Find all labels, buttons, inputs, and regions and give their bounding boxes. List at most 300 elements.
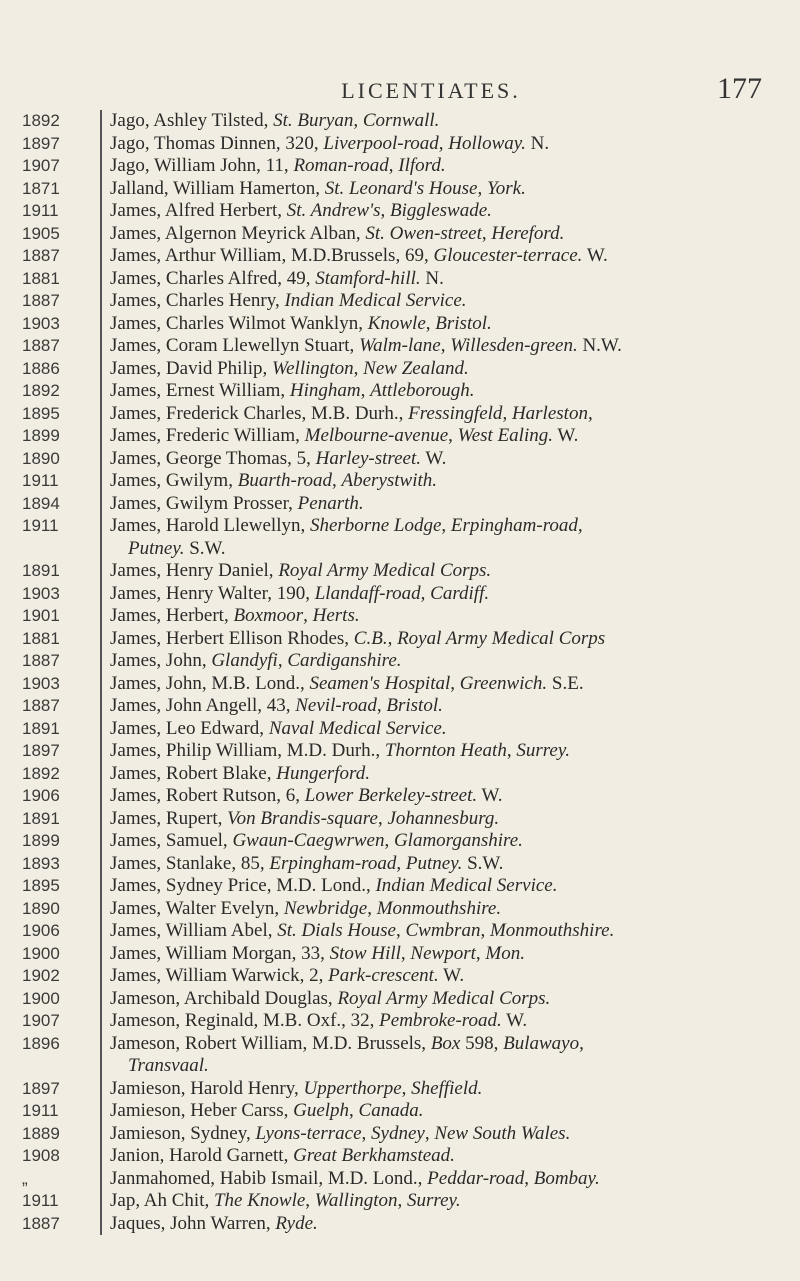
- entry-text: [110, 470, 800, 493]
- entry-segment: W.: [501, 1010, 528, 1031]
- column-rule: [100, 830, 102, 853]
- entry-line: [110, 943, 770, 966]
- entry-year: 1891: [22, 561, 60, 580]
- entry-segment: ,: [387, 627, 398, 649]
- entry-line: [110, 695, 770, 718]
- entry-text: [110, 358, 800, 381]
- column-rule: [100, 988, 102, 1011]
- entry-segment: ,: [481, 222, 492, 244]
- entry-segment: ,: [360, 380, 371, 401]
- address-italic: Erpingham-road: [269, 852, 397, 874]
- address-italic: New South Wales.: [434, 1122, 571, 1144]
- entry-text: [110, 875, 800, 898]
- entry-text: [110, 785, 800, 808]
- entry-segment: James, Stanlake, 85,: [110, 852, 270, 874]
- entry-line: [110, 155, 770, 178]
- entry-segment: James, Alfred Herbert,: [110, 200, 287, 221]
- entry-segment: ,: [305, 1190, 315, 1211]
- column-rule: [100, 1078, 102, 1101]
- list-item: [0, 920, 800, 943]
- entry-text: [110, 628, 800, 651]
- entry-year: 1900: [22, 943, 60, 963]
- list-item: [0, 403, 800, 426]
- entry-segment: ,: [400, 942, 411, 964]
- list-item: [0, 515, 800, 560]
- entry-line: [110, 493, 770, 516]
- column-rule: [100, 1168, 102, 1191]
- entry-segment: S.W.: [184, 537, 226, 559]
- entry-year: 1891: [22, 808, 60, 828]
- entry-line: [110, 605, 770, 628]
- entry-segment: Jago, Ashley Tilsted,: [110, 110, 274, 131]
- entry-segment: Jalland, William Hamerton,: [110, 177, 325, 199]
- address-italic: Newbridge: [283, 897, 368, 919]
- entry-line: [110, 875, 770, 898]
- entry-line: [110, 898, 770, 921]
- entry-year: 1887: [22, 696, 60, 715]
- entry-line: [110, 650, 770, 673]
- entry-line: [110, 763, 770, 786]
- entry-segment: Janion, Harold Garnett,: [110, 1145, 294, 1166]
- entry-segment: ,: [384, 830, 394, 851]
- entry-segment: Jameson, Reginald, M.B. Oxf., 32,: [110, 1010, 380, 1031]
- entry-continuation-line: [110, 538, 770, 561]
- list-item: [0, 1213, 800, 1236]
- entry-segment: James, Charles Henry,: [110, 290, 285, 311]
- entry-segment: James, Sydney Price, M.D. Lond.,: [110, 875, 376, 896]
- entry-segment: James, George Thomas, 5,: [110, 447, 316, 469]
- entry-line: [110, 178, 770, 201]
- entry-line: [110, 313, 770, 336]
- list-item: [0, 268, 800, 291]
- column-rule: [100, 628, 102, 651]
- address-italic: Great Berkhamstead.: [293, 1145, 455, 1166]
- column-rule: [100, 1100, 102, 1123]
- list-item: [0, 965, 800, 988]
- list-item: [0, 200, 800, 223]
- entry-year: 1911: [22, 471, 59, 490]
- entry-segment: S.E.: [547, 672, 584, 694]
- entry-line: [110, 358, 770, 381]
- entry-year: 1911: [22, 516, 59, 535]
- entry-segment: ,: [477, 177, 487, 199]
- list-item: [0, 785, 800, 808]
- entry-segment: James, Henry Daniel,: [110, 560, 279, 581]
- address-italic: Stow Hill: [329, 942, 401, 964]
- entry-year: 1897: [22, 741, 60, 760]
- entry-line: [110, 223, 770, 246]
- entry-text: [110, 110, 800, 133]
- list-item: [0, 1033, 800, 1078]
- entry-year: 1887: [22, 651, 60, 670]
- entry-segment: W.: [477, 785, 503, 806]
- entry-text: [110, 1078, 800, 1101]
- list-item: [0, 740, 800, 763]
- entry-segment: Jago, William John, 11,: [110, 155, 294, 176]
- entry-text: [110, 1213, 800, 1236]
- address-italic: Boxmoor: [233, 605, 304, 626]
- column-rule: [100, 178, 102, 201]
- entry-line: [110, 1100, 770, 1123]
- entry-text: [110, 200, 800, 223]
- column-rule: [100, 1123, 102, 1146]
- address-italic: Greenwich.: [459, 672, 548, 694]
- entry-segment: N.: [525, 132, 550, 154]
- address-italic: Liverpool-road: [323, 132, 439, 154]
- entry-year: 1899: [22, 831, 60, 850]
- entry-text: [110, 245, 800, 268]
- address-italic: Johannesburg.: [387, 807, 500, 829]
- entry-segment: Jameson, Robert William, M.D. Brussels,: [110, 1032, 431, 1054]
- column-rule: [100, 1145, 102, 1168]
- list-item: [0, 560, 800, 583]
- address-italic: Holloway.: [448, 132, 526, 154]
- entry-year: 1903: [22, 673, 60, 693]
- entry-segment: ,: [506, 740, 517, 761]
- entry-year: 1911: [22, 1191, 59, 1210]
- entry-segment: James, Coram Llewellyn Stuart,: [110, 335, 360, 356]
- entry-text: [110, 425, 800, 448]
- entry-text: [110, 155, 800, 178]
- entry-segment: James, Samuel,: [110, 830, 233, 851]
- list-item: [0, 358, 800, 381]
- address-italic: Cornwall.: [362, 110, 440, 131]
- column-rule: [100, 1213, 102, 1236]
- entry-line: [110, 1033, 770, 1056]
- entry-segment: ,: [361, 1122, 372, 1144]
- entry-segment: ,: [502, 402, 512, 424]
- address-italic: Ilford.: [398, 155, 446, 176]
- entry-text: [110, 808, 800, 831]
- address-italic: York.: [486, 177, 526, 199]
- entry-year: 1903: [22, 583, 60, 603]
- entry-segment: ,: [480, 920, 490, 941]
- list-item: [0, 1078, 800, 1101]
- address-italic: Melbourne-avenue: [304, 425, 449, 446]
- address-italic: Hereford.: [491, 222, 565, 244]
- entry-text: [110, 763, 800, 786]
- entry-segment: Jamieson, Harold Henry,: [110, 1077, 304, 1099]
- list-item: [0, 245, 800, 268]
- list-item: [0, 1010, 800, 1033]
- list-item: [0, 875, 800, 898]
- list-item: [0, 853, 800, 876]
- column-rule: [100, 290, 102, 313]
- entry-text: [110, 515, 800, 560]
- entry-line: [110, 988, 770, 1011]
- entry-year: 1890: [22, 448, 60, 468]
- address-italic: Wellington: [272, 357, 354, 379]
- entry-segment: James, Walter Evelyn,: [110, 897, 284, 919]
- entry-segment: James, Frederick Charles, M.B. Durh.,: [110, 402, 409, 424]
- entry-line: [110, 673, 770, 696]
- entry-segment: ,: [397, 1190, 407, 1211]
- list-item: [0, 673, 800, 696]
- entry-line: [110, 808, 770, 831]
- entry-segment: ,: [349, 1100, 359, 1121]
- address-italic: Stamford-hill.: [315, 267, 421, 289]
- entry-text: [110, 403, 800, 426]
- address-italic: Von Brandis-square: [227, 807, 378, 829]
- entry-segment: ,: [448, 425, 458, 446]
- address-italic: Transvaal.: [128, 1055, 209, 1076]
- column-rule: [100, 200, 102, 223]
- list-item: [0, 110, 800, 133]
- column-rule: [100, 268, 102, 291]
- column-rule: [100, 673, 102, 696]
- address-italic: Sherborne Lodge: [309, 515, 442, 536]
- address-italic: Fressingfeld: [408, 402, 503, 424]
- entry-segment: ,: [388, 155, 399, 176]
- address-italic: Ryde.: [275, 1212, 318, 1234]
- entry-year: 1903: [22, 313, 60, 333]
- column-rule: [100, 695, 102, 718]
- address-italic: Lower Berkeley-street.: [304, 785, 478, 806]
- list-item: [0, 628, 800, 651]
- list-item: [0, 988, 800, 1011]
- address-italic: Pembroke-road.: [379, 1010, 502, 1031]
- column-rule: [100, 943, 102, 966]
- entry-text: [110, 1100, 800, 1123]
- address-italic: Gwaun-Caegwrwen: [232, 830, 385, 851]
- address-italic: Glandyfi: [211, 650, 278, 671]
- list-item: [0, 335, 800, 358]
- entry-line: [110, 1123, 770, 1146]
- list-item: [0, 763, 800, 786]
- entry-text: [110, 988, 800, 1011]
- entry-segment: ,: [524, 1167, 534, 1189]
- entry-line: [110, 290, 770, 313]
- entry-text: [110, 718, 800, 741]
- column-rule: [100, 875, 102, 898]
- entry-segment: James, Philip William, M.D. Durh.,: [110, 740, 385, 761]
- entry-year: 1891: [22, 718, 60, 738]
- entry-text: [110, 853, 800, 876]
- entry-year: 1887: [22, 336, 60, 355]
- entry-segment: ,: [353, 357, 364, 379]
- list-item: [0, 830, 800, 853]
- list-item: [0, 493, 800, 516]
- list-item: [0, 1190, 800, 1213]
- list-item: [0, 1123, 800, 1146]
- entry-year: 1897: [22, 133, 60, 153]
- entry-text: [110, 943, 800, 966]
- list-item: [0, 898, 800, 921]
- entry-text: [110, 335, 800, 358]
- list-item: [0, 650, 800, 673]
- column-rule: [100, 110, 102, 133]
- entry-text: [110, 493, 800, 516]
- column-rule: [100, 583, 102, 606]
- entry-text: [110, 1168, 800, 1191]
- entry-segment: W.: [420, 447, 447, 469]
- column-rule: [100, 1190, 102, 1213]
- address-italic: Putney.: [128, 537, 185, 559]
- entry-year: 1902: [22, 966, 60, 985]
- entry-year: 1881: [22, 628, 60, 648]
- column-rule: [100, 515, 102, 560]
- entry-segment: James, Charles Wilmot Wanklyn,: [110, 312, 368, 334]
- entry-segment: ,: [425, 312, 436, 334]
- list-item: [0, 470, 800, 493]
- address-italic: Hingham: [289, 380, 361, 401]
- column-rule: [100, 133, 102, 156]
- entry-year: 1899: [22, 426, 60, 445]
- address-italic: St. Owen-street: [365, 222, 482, 244]
- column-rule: [100, 1010, 102, 1033]
- entry-segment: James, John,: [110, 650, 212, 671]
- address-italic: Llandaff-road: [314, 582, 421, 604]
- address-italic: West Ealing.: [457, 425, 553, 446]
- entry-text: [110, 133, 800, 156]
- address-italic: Mon.: [485, 942, 525, 964]
- entry-line: [110, 335, 770, 358]
- entry-segment: W.: [438, 965, 465, 986]
- address-italic: Sheffield.: [411, 1077, 483, 1099]
- entry-segment: James, Herbert,: [110, 605, 234, 626]
- entry-line: [110, 965, 770, 988]
- entry-year: 1901: [22, 606, 60, 625]
- address-italic: Bristol.: [386, 695, 443, 716]
- entry-year: 1887: [22, 246, 60, 265]
- address-italic: Herts.: [312, 605, 360, 626]
- entry-year: 1881: [22, 268, 60, 288]
- column-rule: [100, 448, 102, 471]
- entry-text: [110, 313, 800, 336]
- entry-segment: James, Rupert,: [110, 807, 228, 829]
- entry-segment: James, Gwilym,: [110, 470, 238, 491]
- entry-segment: James, John, M.B. Lond.,: [110, 672, 310, 694]
- column-rule: [100, 1033, 102, 1078]
- list-item: [0, 223, 800, 246]
- list-item: [0, 695, 800, 718]
- address-italic: Putney.: [405, 852, 463, 874]
- entry-segment: James, John Angell, 43,: [110, 695, 296, 716]
- address-italic: Wallington: [314, 1190, 398, 1211]
- address-italic: Penarth.: [297, 492, 364, 514]
- entry-year: 1905: [22, 223, 60, 243]
- entry-segment: James, William Morgan, 33,: [110, 942, 330, 964]
- entry-segment: W.: [553, 425, 579, 446]
- list-item: [0, 808, 800, 831]
- address-italic: St. Buryan: [273, 110, 354, 131]
- column-rule: [100, 898, 102, 921]
- entry-text: [110, 1123, 800, 1146]
- entry-text: [110, 673, 800, 696]
- entry-segment: James, Robert Blake,: [110, 762, 277, 784]
- entry-text: [110, 178, 800, 201]
- entry-segment: N.: [420, 267, 444, 289]
- entry-segment: ,: [441, 515, 451, 536]
- column-rule: [100, 493, 102, 516]
- entry-line: [110, 560, 770, 583]
- address-italic: Gloucester-terrace.: [433, 245, 583, 266]
- entry-segment: James, Harold Llewellyn,: [110, 515, 310, 536]
- entry-year: 1908: [22, 1146, 60, 1165]
- list-item: [0, 178, 800, 201]
- entry-year: 1894: [22, 493, 60, 513]
- page-header: [100, 72, 762, 112]
- list-item: [0, 155, 800, 178]
- address-italic: Knowle: [367, 312, 426, 334]
- entry-line: [110, 1168, 770, 1191]
- entry-text: [110, 830, 800, 853]
- entry-year: 1896: [22, 1033, 60, 1053]
- entry-year: „: [22, 1168, 28, 1188]
- column-rule: [100, 605, 102, 628]
- address-italic: St. Dials House: [277, 920, 396, 941]
- entry-segment: James, Arthur William, M.D.Brussels, 69,: [110, 245, 434, 266]
- entry-year: 1906: [22, 786, 60, 805]
- entry-segment: ,: [303, 605, 313, 626]
- address-italic: Royal Army Medical Corps: [397, 627, 606, 649]
- entry-continuation-line: [110, 1055, 770, 1078]
- entry-segment: ,: [377, 807, 388, 829]
- entry-year: 1906: [22, 921, 60, 940]
- address-italic: Bombay.: [533, 1167, 600, 1189]
- column-rule: [100, 245, 102, 268]
- entry-line: [110, 583, 770, 606]
- entry-segment: Jameson, Archibald Douglas,: [110, 987, 338, 1009]
- entry-text: [110, 695, 800, 718]
- entry-segment: Jamieson, Sydney,: [110, 1122, 256, 1144]
- entry-line: [110, 133, 770, 156]
- address-italic: Harleston,: [511, 402, 593, 424]
- entry-segment: 598,: [460, 1032, 504, 1054]
- entry-segment: ,: [475, 942, 486, 964]
- address-italic: Walm-lane: [359, 335, 441, 356]
- entry-segment: ,: [396, 852, 406, 874]
- address-italic: Upperthorpe: [303, 1077, 402, 1099]
- entry-text: [110, 965, 800, 988]
- entry-segment: James, David Philip,: [110, 357, 273, 379]
- column-rule: [100, 965, 102, 988]
- entry-text: [110, 740, 800, 763]
- entry-year: 1892: [22, 381, 60, 400]
- entry-segment: ,: [353, 110, 363, 131]
- list-item: [0, 448, 800, 471]
- entry-year: 1886: [22, 358, 60, 378]
- entry-segment: ,: [367, 897, 377, 919]
- column-rule: [100, 785, 102, 808]
- entry-year: 1911: [22, 1101, 59, 1120]
- entry-line: [110, 1213, 770, 1236]
- list-item: [0, 133, 800, 156]
- column-rule: [100, 470, 102, 493]
- address-italic: Roman-road: [293, 155, 389, 176]
- entry-text: [110, 898, 800, 921]
- address-italic: Lyons-terrace: [255, 1122, 362, 1144]
- entry-segment: James, Frederic William,: [110, 425, 305, 446]
- address-italic: Monmouthshire.: [376, 897, 502, 919]
- column-rule: [100, 335, 102, 358]
- entry-text: [110, 1033, 800, 1078]
- address-italic: Indian Medical Service.: [284, 290, 467, 311]
- entry-line: [110, 1010, 770, 1033]
- entry-line: [110, 1190, 770, 1213]
- entry-year: 1889: [22, 1123, 60, 1143]
- entry-line: [110, 830, 770, 853]
- address-italic: St. Leonard's House: [324, 177, 478, 199]
- entry-line: [110, 470, 770, 493]
- entry-line: [110, 785, 770, 808]
- entry-line: [110, 628, 770, 651]
- entry-line: [110, 425, 770, 448]
- entry-segment: Jamieson, Heber Carss,: [110, 1100, 294, 1121]
- entry-text: [110, 290, 800, 313]
- entry-year: 1887: [22, 1213, 60, 1233]
- entry-line: [110, 380, 770, 403]
